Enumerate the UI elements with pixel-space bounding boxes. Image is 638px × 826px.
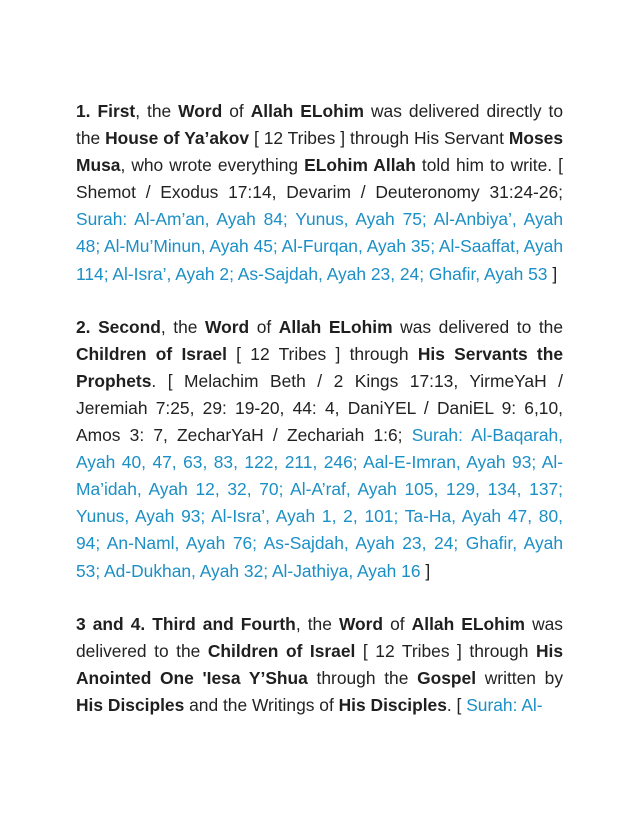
term-anointed-one: His Anointed One 'Iesa Y’Shua	[76, 640, 564, 688]
body-text: . [ Melachim Beth / 2 Kings 17:13, YirmeYaH / Jeremiah 7:25, 29: 19-20, 44: 4, DaniYEL / DaniEL 9: 6,10, Amos 3: 7, ZecharYaH / Zechariah 1:6;	[76, 370, 563, 446]
body-text: and the Writings of	[184, 694, 339, 715]
body-text: written by	[476, 667, 564, 688]
section-heading: Third and Fourth	[152, 613, 296, 634]
term-elohim-allah: ELohim Allah	[304, 155, 416, 176]
body-text: told him to write. [ Shemot / Exodus 17:14, Devarim / Deuteronomy 31:24-26;	[76, 155, 564, 203]
section-number: 3 and 4.	[76, 613, 146, 634]
body-text: , who wrote everything	[120, 155, 305, 176]
surah-reference-link[interactable]: Surah: Al-Am’an, Ayah 84; Yunus, Ayah 75; Al-Anbiya’, Ayah 48; Al-Mu’Minun, Ayah 45; Al-Furqan, Ayah 35; Al-Saaffat, Ayah 114; Al-Isra’, Ayah 2; As-Sajdah, Ayah 23, 24; Ghafir, Ayah 53	[76, 209, 563, 284]
section-number: 1.	[76, 101, 91, 121]
body-text: was delivered to the	[76, 613, 563, 661]
term-his-disciples: His Disciples	[76, 694, 185, 715]
term-his-servants-the-prophets: His Servants the Prophets	[76, 343, 564, 391]
body-text: of	[383, 613, 412, 634]
body-text: , the	[135, 101, 179, 121]
body-text: . [	[446, 694, 467, 715]
term-gospel: Gospel	[417, 667, 477, 688]
closing-bracket: ]	[420, 560, 431, 581]
body-text: , the	[160, 316, 206, 337]
term-allah-elohim: Allah ELohim	[278, 316, 393, 337]
term-word: Word	[178, 101, 223, 121]
body-text: , the	[295, 613, 339, 634]
body-text: of	[249, 316, 279, 337]
surah-reference-link[interactable]: Surah: Al-	[466, 694, 543, 715]
section-heading: First	[97, 101, 136, 121]
term-house-of-yaakov: House of Ya’akov	[105, 128, 250, 149]
term-allah-elohim: Allah ELohim	[250, 101, 365, 121]
body-text: of	[222, 101, 251, 121]
body-text: [ 12 Tribes ] through His Servant	[249, 128, 509, 149]
body-text: [ 12 Tribes ] through	[355, 640, 536, 661]
term-allah-elohim: Allah ELohim	[411, 613, 526, 634]
paragraph-second	[76, 314, 563, 585]
term-children-of-israel: Children of Israel	[76, 343, 227, 364]
body-text: [ 12 Tribes ] through	[226, 343, 418, 364]
term-word: Word	[205, 316, 250, 337]
term-word: Word	[338, 613, 384, 634]
section-number: 2.	[76, 316, 91, 337]
section-heading: Second	[98, 316, 161, 337]
closing-bracket: ]	[547, 263, 558, 284]
paragraph-first	[76, 98, 563, 288]
document-page	[76, 98, 563, 719]
surah-reference-link[interactable]: Surah: Al-Baqarah, Ayah 40, 47, 63, 83, 122, 211, 246; Aal-E-Imran, Ayah 93; Al-Ma’idah, Ayah 12, 32, 70; Al-A’raf, Ayah 105, 129, 134, 137; Yunus, Ayah 93; Al-Isra’, Ayah 1, 2, 101; Ta-Ha, Ayah 47, 80, 94; An-Naml, Ayah 76; As-Sajdah, Ayah 23, 24; Ghafir, Ayah 53; Ad-Dukhan, Ayah 32; Al-Jathiya, Ayah 16	[76, 425, 563, 581]
body-text: through the	[307, 667, 418, 688]
term-children-of-israel: Children of Israel	[207, 640, 356, 661]
body-text: was delivered directly to the	[76, 101, 564, 149]
body-text: was delivered to the	[392, 316, 564, 337]
paragraph-third-and-fourth	[76, 611, 563, 719]
term-moses-musa: Moses Musa	[76, 128, 563, 176]
term-his-disciples: His Disciples	[338, 694, 447, 715]
